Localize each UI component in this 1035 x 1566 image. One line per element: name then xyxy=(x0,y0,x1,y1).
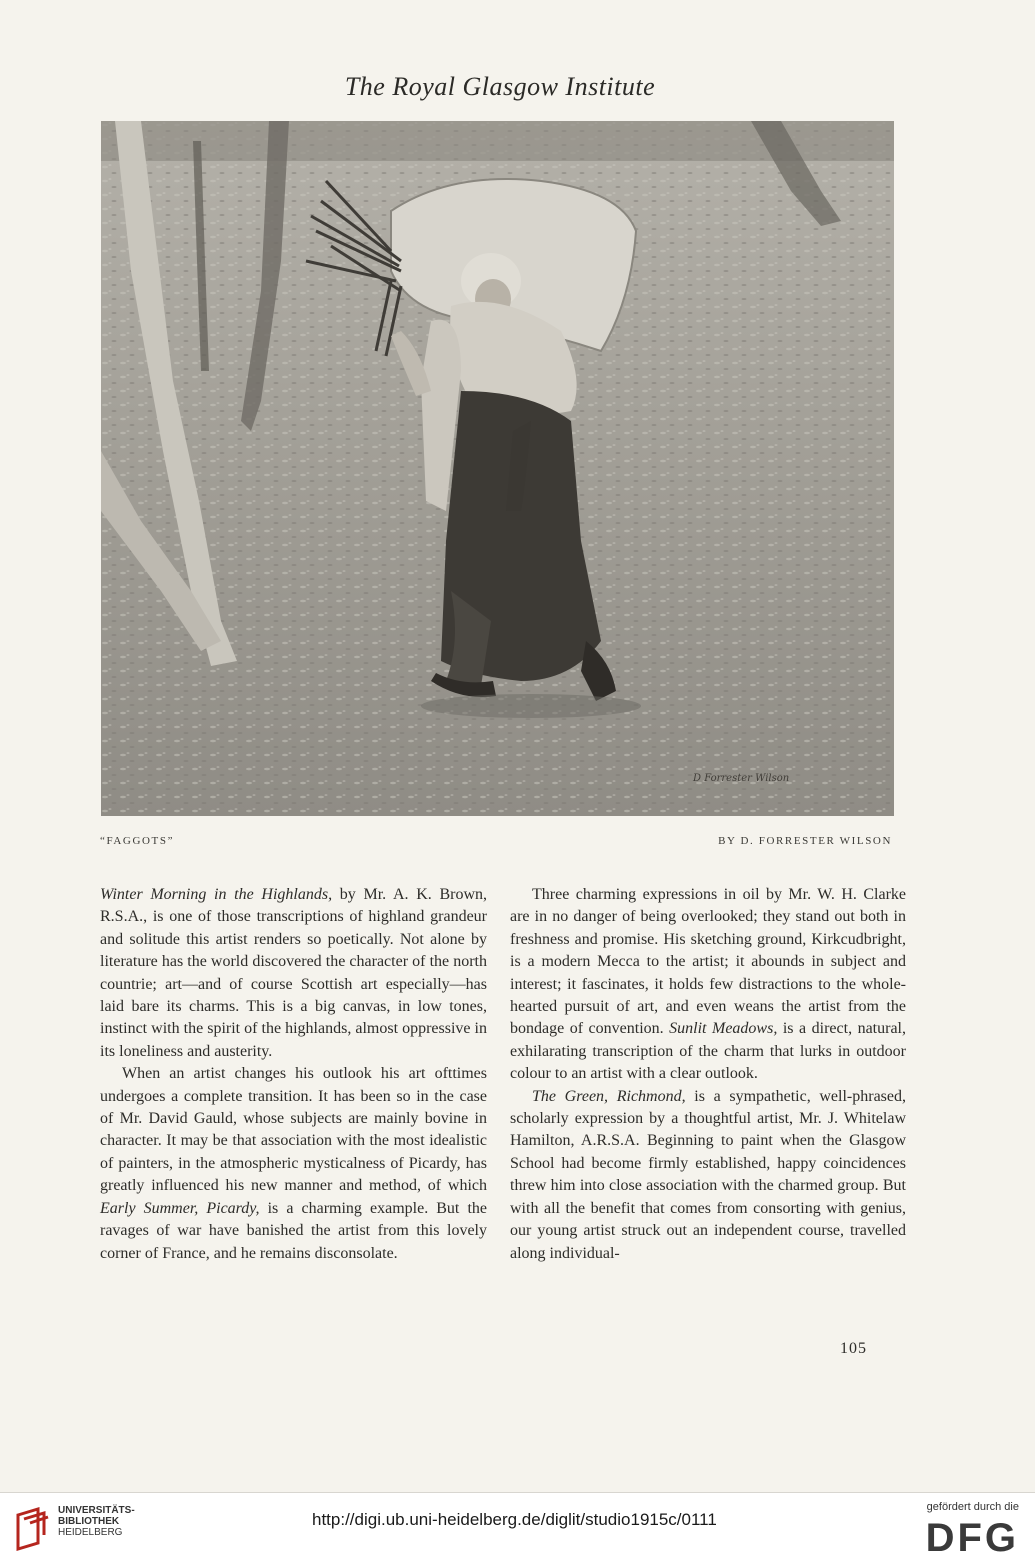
plate-credit: BY D. FORRESTER WILSON xyxy=(718,835,892,847)
paragraph: The Green, Richmond, is a sympathetic, well-phrased, scholarly expression by a thoughtful artist, Mr. J. Whitelaw Hamilton, A.R.S.A. Beginning to paint when the Glasgow School had become firmly established, happy coincidences threw him into close association with the charmed group. But with all the benefit that comes from consorting with genius, our young artist struck out an independent course, travelled along individual- xyxy=(510,1087,907,1262)
faggots-illustration xyxy=(101,121,894,816)
digitization-footer xyxy=(0,1492,1035,1566)
artwork-title: Early Summer, Picardy, xyxy=(100,1199,260,1217)
page-number: 105 xyxy=(840,1340,867,1357)
library-name[interactable]: UNIVERSITÄTS- BIBLIOTHEK HEIDELBERG xyxy=(58,1505,135,1538)
left-text-column xyxy=(100,884,487,1265)
university-library-logo-icon[interactable] xyxy=(14,1505,52,1551)
artist-signature: D Forrester Wilson xyxy=(693,773,790,784)
paragraph: When an artist changes his outlook his art ofttimes undergoes a complete transition. It has been so in the case of Mr. David Gauld, whose subjects are mainly bovine in character. It may be that association with the most idealistic of painters, in the atmospheric mysticalness of Picardy, has greatly influenced his new manner and method, of which Early Summer, Picardy, is a charming example. But the ravages of war have banished the artist from this lovely corner of France, and he remains disconsolate. xyxy=(100,1065,487,1262)
artwork-title: The Green, Richmond, xyxy=(532,1087,686,1105)
painting-plate xyxy=(101,121,894,816)
paragraph: Winter Morning in the Highlands, by Mr. A. K. Brown, R.S.A., is one of those transcriptions of highland grandeur and solitude this artist renders so poetically. Not alone by literature has the world discovered the character of the north countrie; art—and of course Scottish art especially—has laid bare its charms. This is a big canvas, in low tones, instinct with the spirit of the highlands, almost oppressive in its loneliness and austerity. xyxy=(100,886,488,1060)
artwork-title: Winter Morning in the Highlands, xyxy=(100,886,333,903)
right-text-column xyxy=(510,884,906,1265)
running-head: The Royal Glasgow Institute xyxy=(344,72,656,101)
permalink-url[interactable]: http://digi.ub.uni-heidelberg.de/diglit/studio1915c/0111 xyxy=(312,1510,717,1529)
dfg-logo[interactable]: DFG xyxy=(925,1516,1019,1560)
paragraph: Three charming expressions in oil by Mr. W. H. Clarke are in no danger of being overlooked; they stand out both in freshness and promise. His sketching ground, Kirkcudbright, is a modern Mecca to the artist; it abounds in subject and interest; it fascinates, it holds few distractions to the whole-hearted pursuit of art, and even weans the artist from the bondage of convention. Sunlit Meadows, is a direct, natural, exhilarating transcription of the charm that lurks in outdoor colour to an artist with a clear outlook. xyxy=(510,886,906,1083)
artwork-title: Sunlit Meadows, xyxy=(669,1020,778,1038)
plate-title: “FAGGOTS” xyxy=(100,835,175,847)
funder-label: gefördert durch die xyxy=(926,1501,1019,1513)
